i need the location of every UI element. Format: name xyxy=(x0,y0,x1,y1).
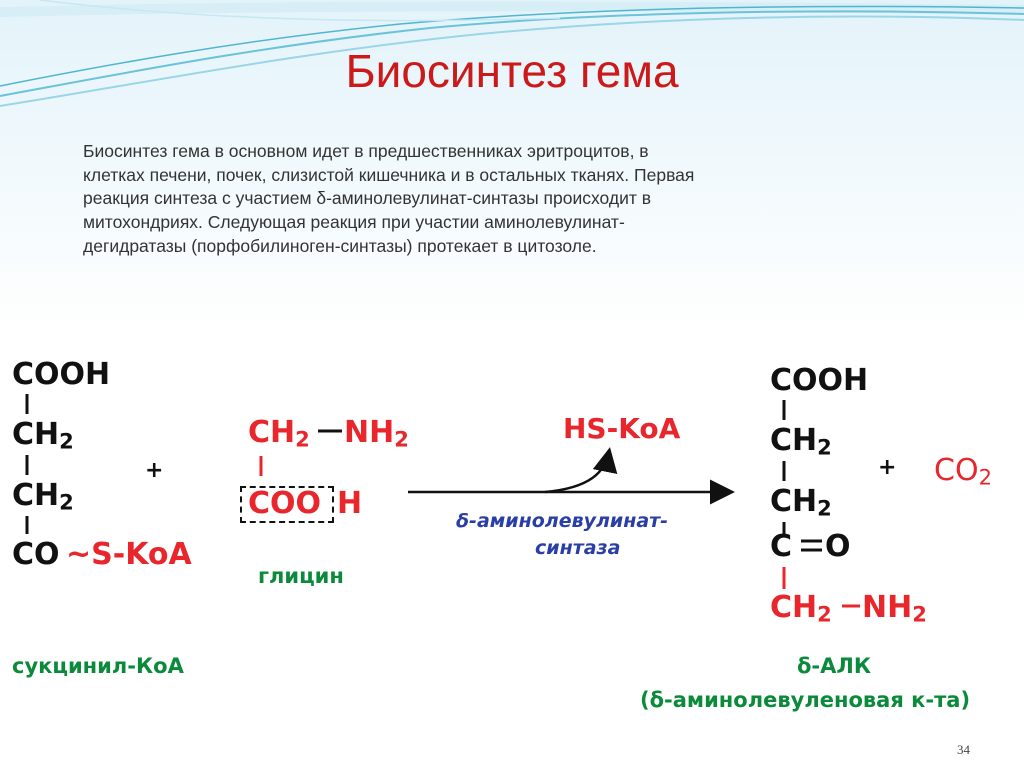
plus-sign-left: + xyxy=(145,458,164,483)
glycine-ch2-text: CH xyxy=(248,415,296,450)
co2 xyxy=(934,453,992,490)
succinyl-cooh: COOH xyxy=(12,357,111,392)
product-nh2 xyxy=(862,590,927,627)
succinyl-ch2-a-sub: 2 xyxy=(59,429,74,454)
product-ch2-c-text: CH xyxy=(770,590,818,625)
product-ch2-b-sub: 2 xyxy=(817,496,832,521)
succinyl-ch2-a-text: CH xyxy=(12,417,60,452)
product-ch2-a xyxy=(770,423,832,460)
intro-line: реакция синтеза с участием δ-аминолевулинат-синтазы происходит в xyxy=(83,188,652,209)
product-nh2-sub: 2 xyxy=(912,602,927,627)
glycine-ch2 xyxy=(248,415,310,452)
glycine-ch2-sub: 2 xyxy=(295,427,310,452)
page-number: 34 xyxy=(957,742,970,757)
product-nh2-text: NH xyxy=(862,590,913,625)
slide-title: Биосинтез гема xyxy=(345,45,679,97)
co2-sub: 2 xyxy=(978,465,992,490)
succinyl-co: CO xyxy=(12,537,60,572)
product-fullname: (δ-аминолевуленовая к-та) xyxy=(640,688,971,712)
product-cooh: COOH xyxy=(770,363,869,398)
intro-line: клетках печени, почек, слизистой кишечника и в остальных тканях. Первая xyxy=(83,164,695,185)
product-name: δ-АЛК xyxy=(797,654,872,678)
intro-line: Биосинтез гема в основном идет в предшественниках эритроцитов, в xyxy=(83,141,649,161)
glycine-nh2-text: NH xyxy=(344,415,395,450)
succinyl-ch2-b-text: CH xyxy=(12,478,60,513)
product-ch2-a-text: CH xyxy=(770,423,818,458)
glycine-coo: COO xyxy=(248,486,322,521)
byproduct-hskoa: HS-KoA xyxy=(563,412,681,445)
intro-line: дегидратазы (порфобилиноген-синтазы) протекает в цитозоле. xyxy=(83,235,597,256)
succinyl-skoa: ~S-KoA xyxy=(66,537,192,572)
enzyme-name-line1: δ-аминолевулинат- xyxy=(456,510,669,532)
product-ch2-c xyxy=(770,590,832,627)
succinyl-ch2-a xyxy=(12,417,74,454)
succinyl-ch2-b xyxy=(12,478,74,515)
product-ch2-b xyxy=(770,484,832,521)
product-ch2-b-text: CH xyxy=(770,484,818,519)
glycine-nh2 xyxy=(344,415,409,452)
glycine-nh2-sub: 2 xyxy=(394,427,409,452)
co2-text: CO xyxy=(934,453,979,488)
succinyl-name: сукцинил-КоА xyxy=(12,654,184,678)
plus-sign-right: + xyxy=(878,455,897,480)
product-ch2-c-sub: 2 xyxy=(817,602,832,627)
intro-line: митохондриях. Следующая реакция при участии аминолевулинат- xyxy=(83,212,625,233)
glycine-name: глицин xyxy=(258,564,344,588)
succinyl-ch2-b-sub: 2 xyxy=(59,490,74,515)
product-c: C xyxy=(770,529,793,564)
glycine-h: H xyxy=(337,486,363,521)
product-ch2-a-sub: 2 xyxy=(817,435,832,460)
intro-paragraph xyxy=(83,140,923,259)
enzyme-name-line2: синтаза xyxy=(535,537,621,559)
product-o: O xyxy=(825,529,851,564)
